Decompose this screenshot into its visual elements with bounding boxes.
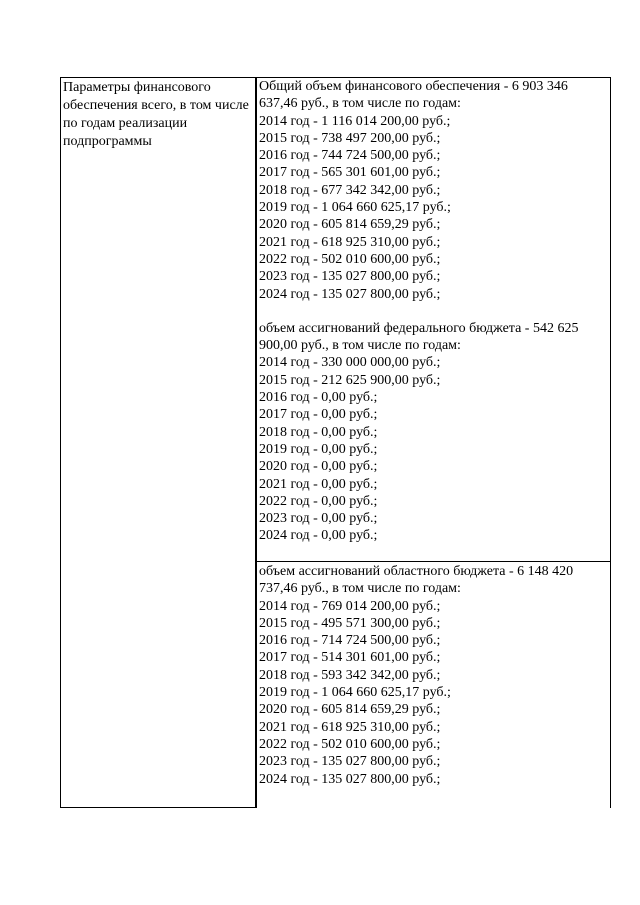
year-line: 2022 год - 502 010 600,00 руб.; bbox=[259, 251, 441, 267]
year-line: 2024 год - 0,00 руб.; bbox=[259, 528, 378, 544]
year-line: 2020 год - 605 814 659,29 руб.; bbox=[259, 702, 441, 718]
year-line: 2017 год - 514 301 601,00 руб.; bbox=[259, 650, 441, 666]
federal-years-list bbox=[259, 354, 608, 544]
section-spacer bbox=[259, 303, 608, 320]
year-line: 2021 год - 0,00 руб.; bbox=[259, 476, 378, 492]
year-line: 2021 год - 618 925 310,00 руб.; bbox=[259, 719, 441, 735]
year-line: 2015 год - 495 571 300,00 руб.; bbox=[259, 615, 441, 631]
total-and-federal-cell bbox=[256, 77, 611, 562]
year-line: 2019 год - 0,00 руб.; bbox=[259, 441, 378, 457]
year-line: 2015 год - 212 625 900,00 руб.; bbox=[259, 372, 441, 388]
year-line: 2016 год - 714 724 500,00 руб.; bbox=[259, 633, 441, 649]
total-heading: Общий объем финансового обеспечения - 6 903 346 637,46 руб., в том числе по годам: bbox=[259, 79, 568, 112]
year-line: 2020 год - 605 814 659,29 руб.; bbox=[259, 217, 441, 233]
year-line: 2023 год - 135 027 800,00 руб.; bbox=[259, 269, 441, 285]
year-line: 2019 год - 1 064 660 625,17 руб.; bbox=[259, 200, 451, 216]
year-line: 2023 год - 0,00 руб.; bbox=[259, 511, 378, 527]
year-line: 2018 год - 593 342 342,00 руб.; bbox=[259, 667, 441, 683]
regional-years-list bbox=[259, 598, 608, 788]
year-line: 2022 год - 502 010 600,00 руб.; bbox=[259, 736, 441, 752]
parameter-label: Параметры финансового обеспечения всего, в том числе по годам реализации подпрограммы bbox=[63, 80, 249, 149]
year-line: 2021 год - 618 925 310,00 руб.; bbox=[259, 234, 441, 250]
year-line: 2018 год - 677 342 342,00 руб.; bbox=[259, 182, 441, 198]
year-line: 2014 год - 1 116 014 200,00 руб.; bbox=[259, 113, 451, 129]
year-line: 2014 год - 769 014 200,00 руб.; bbox=[259, 598, 441, 614]
year-line: 2018 год - 0,00 руб.; bbox=[259, 424, 378, 440]
year-line: 2022 год - 0,00 руб.; bbox=[259, 493, 378, 509]
year-line: 2023 год - 135 027 800,00 руб.; bbox=[259, 754, 441, 770]
year-line: 2020 год - 0,00 руб.; bbox=[259, 459, 378, 475]
year-line: 2014 год - 330 000 000,00 руб.; bbox=[259, 355, 441, 371]
year-line: 2024 год - 135 027 800,00 руб.; bbox=[259, 771, 441, 787]
year-line: 2024 год - 135 027 800,00 руб.; bbox=[259, 286, 441, 302]
year-line: 2016 год - 744 724 500,00 руб.; bbox=[259, 148, 441, 164]
year-line: 2017 год - 0,00 руб.; bbox=[259, 407, 378, 423]
regional-cell bbox=[256, 562, 611, 808]
year-line: 2016 год - 0,00 руб.; bbox=[259, 390, 378, 406]
federal-heading: объем ассигнований федерального бюджета - 542 625 900,00 руб., в том числе по годам: bbox=[259, 320, 579, 354]
year-line: 2015 год - 738 497 200,00 руб.; bbox=[259, 130, 441, 146]
parameter-label-cell bbox=[60, 77, 256, 808]
year-line: 2019 год - 1 064 660 625,17 руб.; bbox=[259, 685, 451, 701]
year-line: 2017 год - 565 301 601,00 руб.; bbox=[259, 165, 441, 181]
total-years-list bbox=[259, 113, 608, 303]
regional-heading: объем ассигнований областного бюджета - 6 148 420 737,46 руб., в том числе по годам: bbox=[259, 564, 574, 597]
